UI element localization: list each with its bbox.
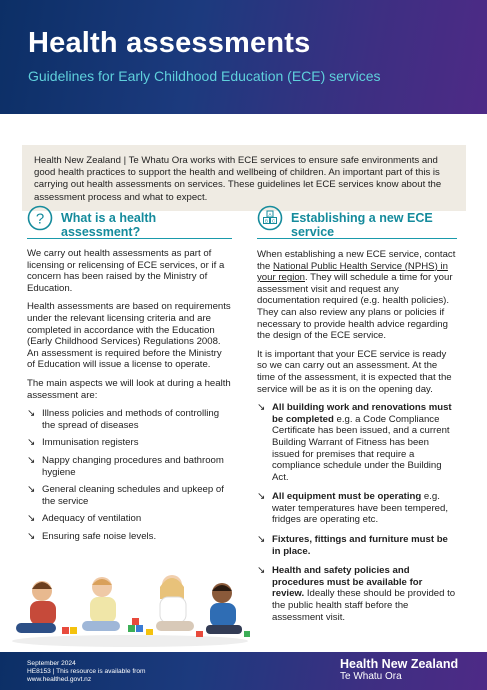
paragraph: It is important that your ECE service is ready so we can carry out an assessment. At the time of the assessment, it is expected that the service will be as it is on the opening day.	[257, 348, 452, 395]
intro-box: Health New Zealand | Te Whatu Ora works with ECE services to ensure safe environments and good health practices to support the health and wellbeing of children. An important part of this is carrying out health assessments on services. These guidelines let ECE services know about the assessment process and what to expect.	[22, 145, 466, 211]
children-playing-photo	[10, 565, 250, 647]
arrow-bullet-icon: ↘	[257, 534, 266, 546]
list-item: ↘ Adequacy of ventilation	[27, 513, 142, 525]
publication-date: September 2024	[27, 660, 76, 667]
list-item: ↘ All building work and renovations must be completed e.g. a Code Compliance Certificate has been issued, and a current Building Warrant of Fitness has been issued for premises that require a compliance schedule under the Building Act.	[257, 402, 452, 483]
section-body-what-is	[27, 248, 232, 542]
arrow-bullet-icon: ↘	[27, 454, 36, 466]
right-column	[257, 202, 457, 631]
section-body-establishing	[257, 249, 457, 623]
list-item: ↘ Immunisation registers	[27, 437, 139, 449]
paragraph: We carry out health assessments as part of licensing or relicensing of ECE services, or if a concern has been raised by the Ministry of Education.	[27, 248, 225, 294]
list-item: ↘ All equipment must be operating e.g. water temperatures have been tempered, fridges are operating etc.	[257, 491, 448, 526]
section-header-establishing	[257, 202, 457, 239]
health-nz-logo	[340, 657, 458, 683]
footer-banner	[0, 652, 487, 690]
svg-text:A: A	[268, 212, 272, 217]
arrow-bullet-icon: ↘	[27, 513, 36, 525]
page-subtitle: Guidelines for Early Childhood Education (ECE) services	[28, 68, 381, 84]
list-item: ↘ Nappy changing procedures and bathroom hygiene	[27, 454, 224, 478]
list-item: ↘ Health and safety policies and procedures must be available for review. Ideally these should be provided to the public health staff before the assessment visit.	[257, 565, 456, 623]
arrow-bullet-icon: ↘	[257, 565, 266, 577]
left-column	[27, 202, 232, 548]
page-title: Health assessments	[28, 27, 311, 59]
list-item: ↘ Fixtures, fittings and furniture must be in place.	[257, 534, 448, 557]
resource-code: HE8153 | This resource is available from	[27, 668, 146, 676]
list-item: ↘ Ensuring safe noise levels.	[27, 530, 157, 542]
section-title-what-is: What is a health assessment?	[61, 211, 157, 239]
paragraph: Health assessments are based on requirements under the relevant licensing criteria and are completed in accordance with the Education (Early Childhood Services) Regulations 2008. An assessment is required before the Ministry of Education will issue a license to operate.	[27, 301, 231, 371]
arrow-bullet-icon: ↘	[257, 491, 266, 503]
brand-name: Health New Zealand	[340, 657, 459, 671]
question-circle-icon	[27, 205, 53, 231]
arrow-bullet-icon: ↘	[27, 484, 36, 496]
footer-info	[27, 660, 146, 685]
svg-text:B: B	[264, 218, 269, 224]
svg-text:?: ?	[35, 210, 45, 228]
abc-blocks-icon	[257, 205, 283, 231]
section-header-what-is	[27, 202, 232, 239]
nphs-region-link[interactable]: National Public Health Service (NPHS) in your region	[257, 260, 448, 284]
paragraph: When establishing a new ECE service, contact the National Public Health Service (NPHS) in your region. They will schedule a time for your assessment visit and request any documentation required (e.g. health policies). They can also review any plans or policies if necessary to provide health advice regarding the design of the ECE service.	[257, 249, 456, 342]
arrow-bullet-icon: ↘	[27, 530, 36, 542]
resource-url[interactable]: www.healthed.govt.nz	[27, 676, 92, 684]
svg-text:C: C	[271, 218, 276, 224]
requirements-list	[257, 402, 457, 623]
list-item: ↘ Illness policies and methods of controlling the spread of diseases	[27, 408, 220, 431]
aspects-list	[27, 408, 232, 542]
brand-name-maori: Te Whatu Ora	[340, 671, 402, 682]
arrow-bullet-icon: ↘	[257, 402, 266, 414]
section-title-establishing: Establishing a new ECE service	[291, 211, 433, 239]
header-banner	[0, 0, 487, 114]
list-item: ↘ General cleaning schedules and upkeep of the service	[27, 484, 224, 507]
arrow-bullet-icon: ↘	[27, 408, 36, 420]
arrow-bullet-icon: ↘	[27, 437, 36, 449]
paragraph: The main aspects we will look at during a health assessment are:	[27, 377, 231, 401]
